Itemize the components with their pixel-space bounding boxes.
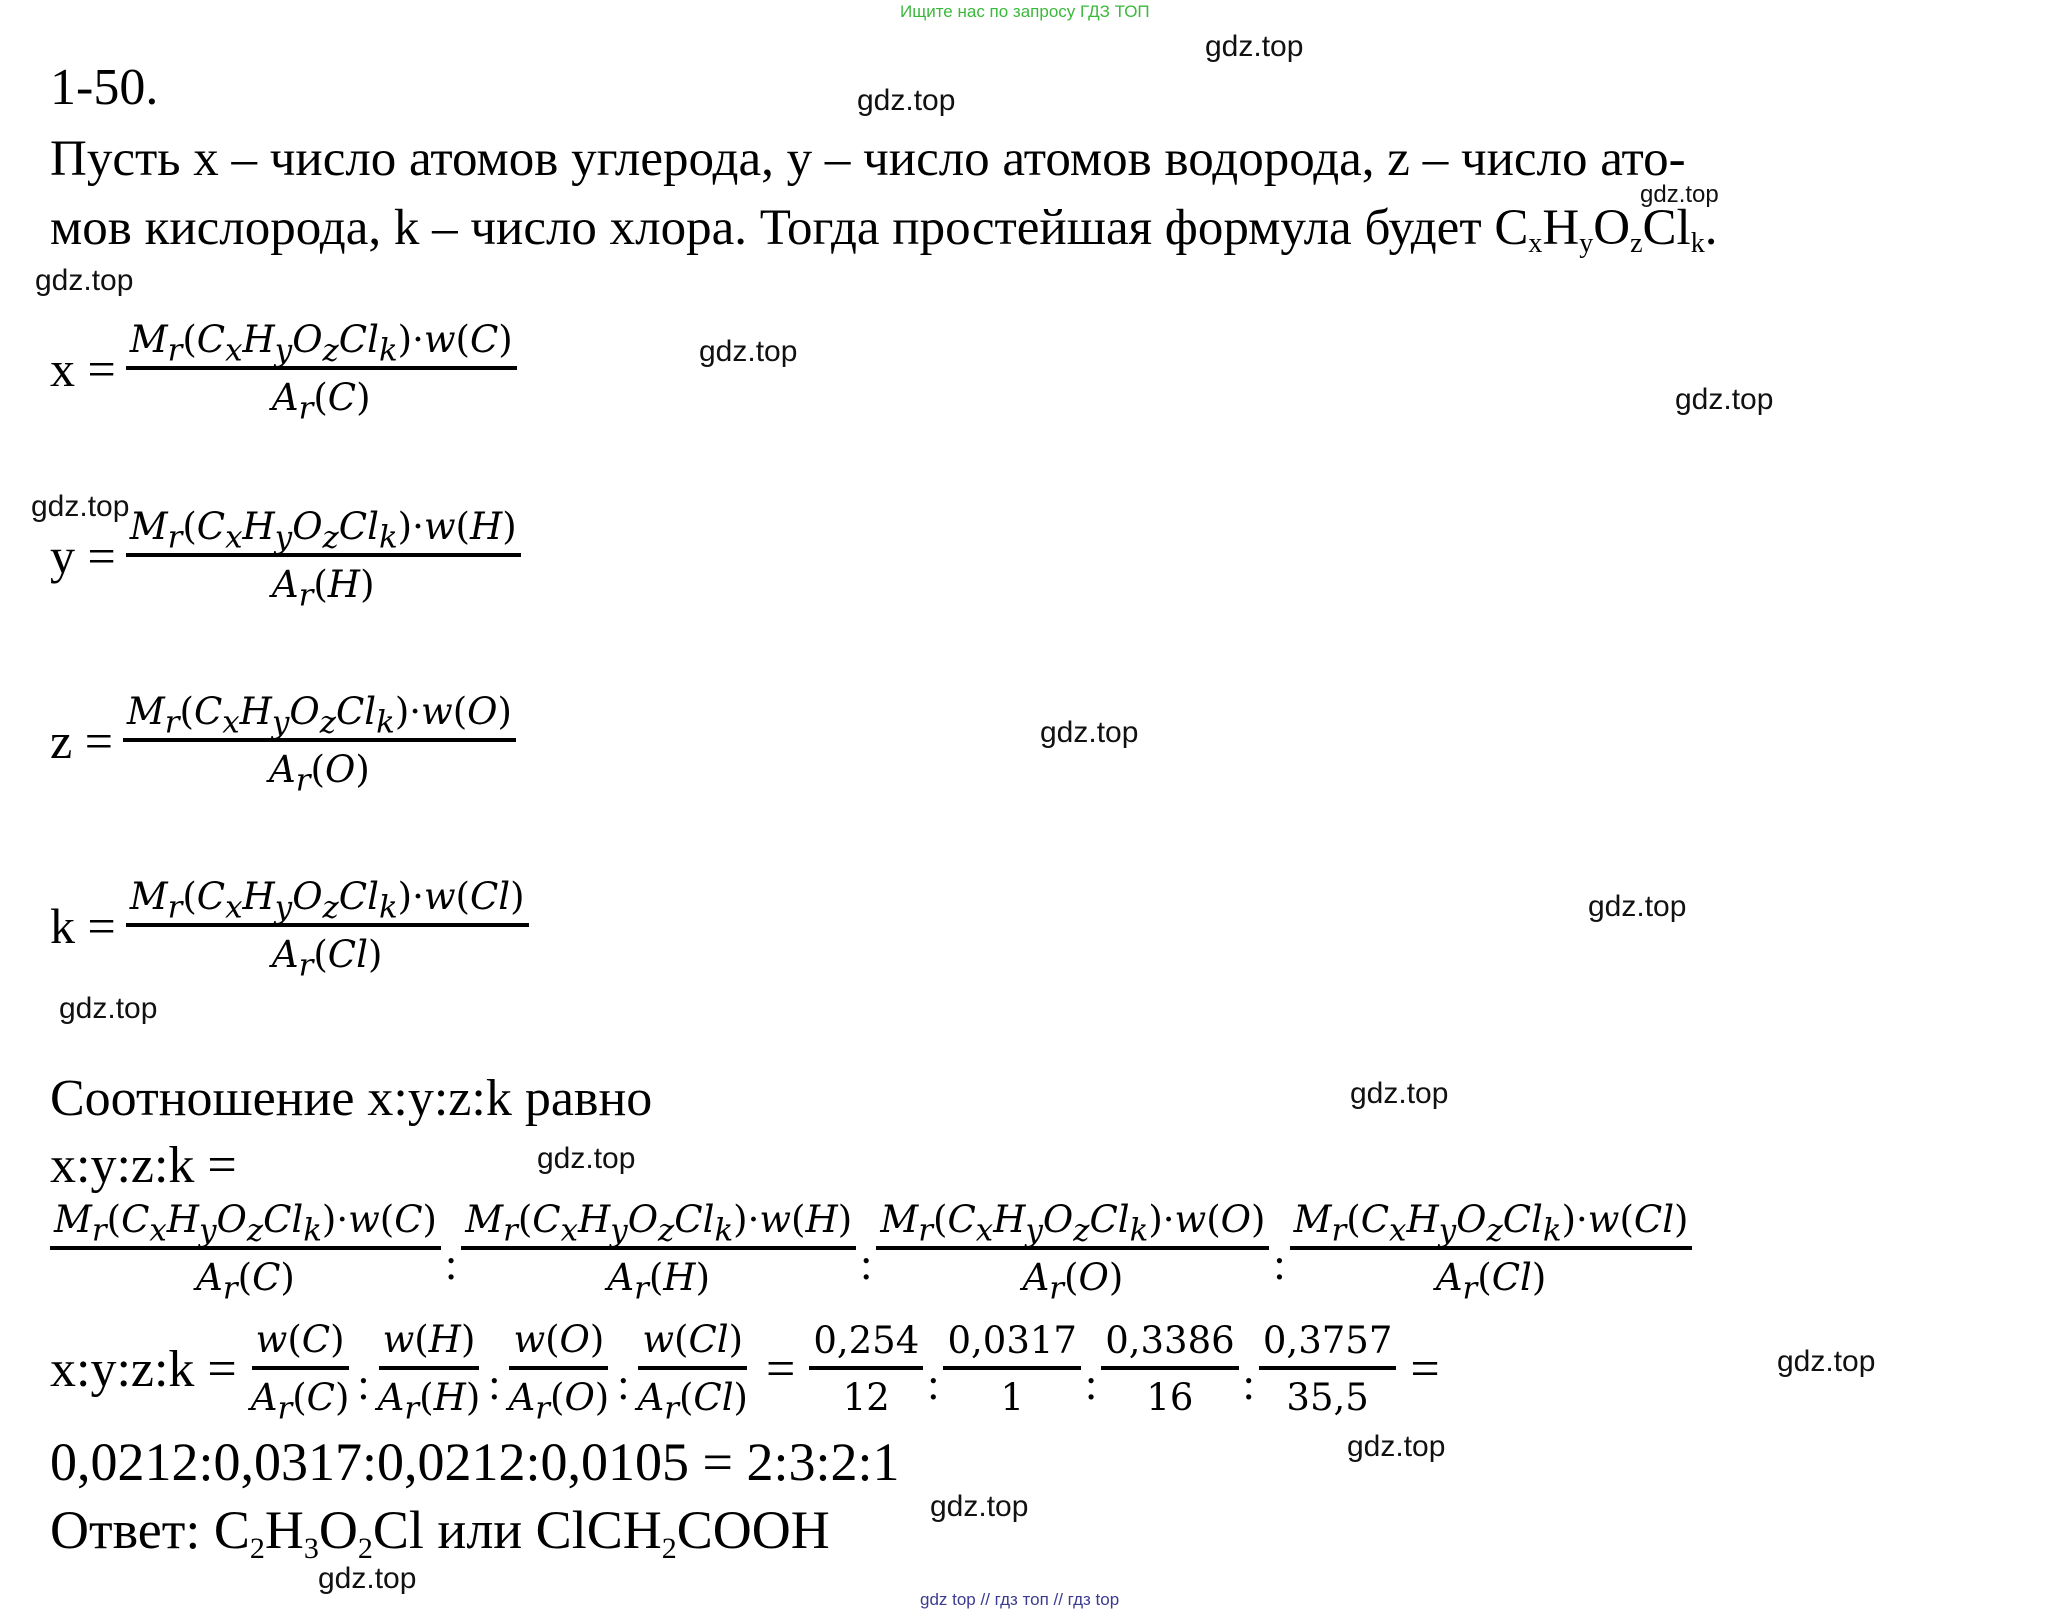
fraction xyxy=(1290,1198,1693,1307)
numerator: 0,0317 xyxy=(947,1319,1077,1362)
fraction xyxy=(809,1319,923,1419)
watermark: gdz.top xyxy=(537,1142,636,1175)
ar-expression: $A_r(Cl)$ xyxy=(637,1376,748,1427)
ratio-big-row xyxy=(50,1198,1692,1307)
ar-expression: $A_r(O)$ xyxy=(269,748,370,799)
mr-w-expression: $M_r(C_xH_yO_zCl_k)\cdot w(C)$ xyxy=(129,318,513,369)
fraction xyxy=(50,1198,441,1307)
equation-lhs: x = xyxy=(50,341,116,397)
fraction xyxy=(126,505,521,614)
watermark: gdz.top xyxy=(699,335,798,368)
fraction xyxy=(123,690,516,799)
colon: : xyxy=(357,1360,370,1409)
equation-0 xyxy=(50,318,517,427)
mr-w-expression: $M_r(C_xH_yO_zCl_k)\cdot w(O)$ xyxy=(880,1198,1266,1249)
watermark: gdz.top xyxy=(318,1562,417,1595)
colon: : xyxy=(860,1240,873,1289)
denominator: 12 xyxy=(842,1376,890,1419)
fraction xyxy=(126,318,517,427)
ar-expression: $A_r(O)$ xyxy=(1022,1256,1124,1307)
ratio-heading: Соотношение x:y:z:k равно xyxy=(50,1070,653,1127)
watermark: gdz.top xyxy=(1205,30,1304,63)
watermark: gdz.top xyxy=(930,1490,1029,1523)
colon: : xyxy=(488,1360,501,1409)
fraction xyxy=(1101,1319,1238,1419)
watermark: gdz.top xyxy=(1588,890,1687,923)
equation-2 xyxy=(50,690,516,799)
watermark: gdz.top xyxy=(59,992,158,1025)
answer-line: Ответ: C2H3O2Cl или ClCH2COOH xyxy=(50,1500,830,1565)
watermark: gdz.top xyxy=(35,264,134,297)
equals-sign: = xyxy=(765,1340,796,1398)
problem-number: 1-50. xyxy=(50,59,159,116)
colon: : xyxy=(1242,1360,1255,1409)
ar-expression: $A_r(H)$ xyxy=(271,563,375,614)
equation-3 xyxy=(50,875,529,984)
watermark: gdz.top xyxy=(1350,1077,1449,1110)
ar-expression: $A_r(H)$ xyxy=(607,1256,711,1307)
top-banner: Ищите нас по запросу ГДЗ ТОП xyxy=(900,2,1150,21)
ar-expression: $A_r(H)$ xyxy=(377,1376,481,1427)
w-expression: w(Cl) xyxy=(642,1318,744,1361)
fraction xyxy=(876,1198,1269,1307)
ar-expression: $A_r(Cl)$ xyxy=(271,933,383,984)
watermark: gdz.top xyxy=(1777,1345,1876,1378)
fraction xyxy=(247,1318,354,1427)
ar-expression: $A_r(Cl)$ xyxy=(1435,1256,1547,1307)
colon: : xyxy=(1084,1360,1098,1409)
numerator: 0,3386 xyxy=(1105,1319,1235,1362)
fraction xyxy=(633,1318,752,1427)
mr-w-expression: $M_r(C_xH_yO_zCl_k)\cdot w(C)$ xyxy=(54,1198,437,1249)
colon: : xyxy=(927,1360,940,1409)
fraction xyxy=(126,875,529,984)
ratio2-lhs: x:y:z:k = xyxy=(50,1340,237,1398)
colon: : xyxy=(617,1360,630,1409)
fraction xyxy=(1259,1319,1396,1419)
intro-line-2: мов кислорода, k – число хлора. Тогда простейшая формула будет CxHyOzClk. xyxy=(50,200,1718,259)
ar-expression: $A_r(C)$ xyxy=(271,376,371,427)
watermark: gdz.top xyxy=(857,84,956,117)
equals-sign: = xyxy=(1410,1340,1440,1398)
mr-w-expression: $M_r(C_xH_yO_zCl_k)\cdot w(Cl)$ xyxy=(1293,1198,1689,1249)
w-expression: w(O) xyxy=(513,1318,605,1361)
equation-lhs: z = xyxy=(50,713,113,769)
watermark: gdz.top xyxy=(1675,383,1774,416)
footer: gdz top // гдз топ // гдз top xyxy=(920,1590,1120,1609)
w-expression: w(H) xyxy=(382,1318,476,1361)
mr-w-expression: $M_r(C_xH_yO_zCl_k)\cdot w(O)$ xyxy=(126,690,512,741)
watermark: gdz.top xyxy=(1347,1430,1446,1463)
ratio-line: x:y:z:k = xyxy=(50,1137,237,1194)
fraction xyxy=(461,1198,856,1307)
result-line: 0,0212:0,0317:0,0212:0,0105 = 2:3:2:1 xyxy=(50,1432,900,1492)
mr-w-expression: $M_r(C_xH_yO_zCl_k)\cdot w(H)$ xyxy=(129,505,517,556)
numerator: 0,3757 xyxy=(1262,1319,1393,1362)
intro-line-1: Пусть x – число атомов углерода, y – число атомов водорода, z – число ато- xyxy=(50,131,1686,187)
colon: : xyxy=(444,1240,458,1289)
denominator: 1 xyxy=(1000,1376,1024,1419)
watermark: gdz.top xyxy=(31,490,130,523)
fraction xyxy=(374,1318,485,1427)
ar-expression: $A_r(O)$ xyxy=(508,1376,610,1427)
denominator: 16 xyxy=(1146,1376,1194,1419)
ratio-numeric-row xyxy=(50,1318,1454,1427)
mr-w-expression: $M_r(C_xH_yO_zCl_k)\cdot w(Cl)$ xyxy=(129,875,525,926)
mr-w-expression: $M_r(C_xH_yO_zCl_k)\cdot w(H)$ xyxy=(465,1198,853,1249)
denominator: 35,5 xyxy=(1286,1376,1369,1419)
fraction xyxy=(505,1318,614,1427)
watermark: gdz.top xyxy=(1040,716,1139,749)
ar-expression: $A_r(C)$ xyxy=(250,1376,350,1427)
fraction xyxy=(943,1319,1080,1419)
equation-lhs: y = xyxy=(50,528,116,584)
simplest-formula: CxHyOzClk. xyxy=(1494,200,1718,259)
w-expression: w(C) xyxy=(255,1318,345,1361)
ar-expression: $A_r(C)$ xyxy=(196,1256,295,1307)
colon: : xyxy=(1273,1240,1286,1289)
watermark: gdz.top xyxy=(1640,181,1719,208)
numerator: 0,254 xyxy=(813,1319,920,1362)
equation-lhs: k = xyxy=(50,898,116,954)
